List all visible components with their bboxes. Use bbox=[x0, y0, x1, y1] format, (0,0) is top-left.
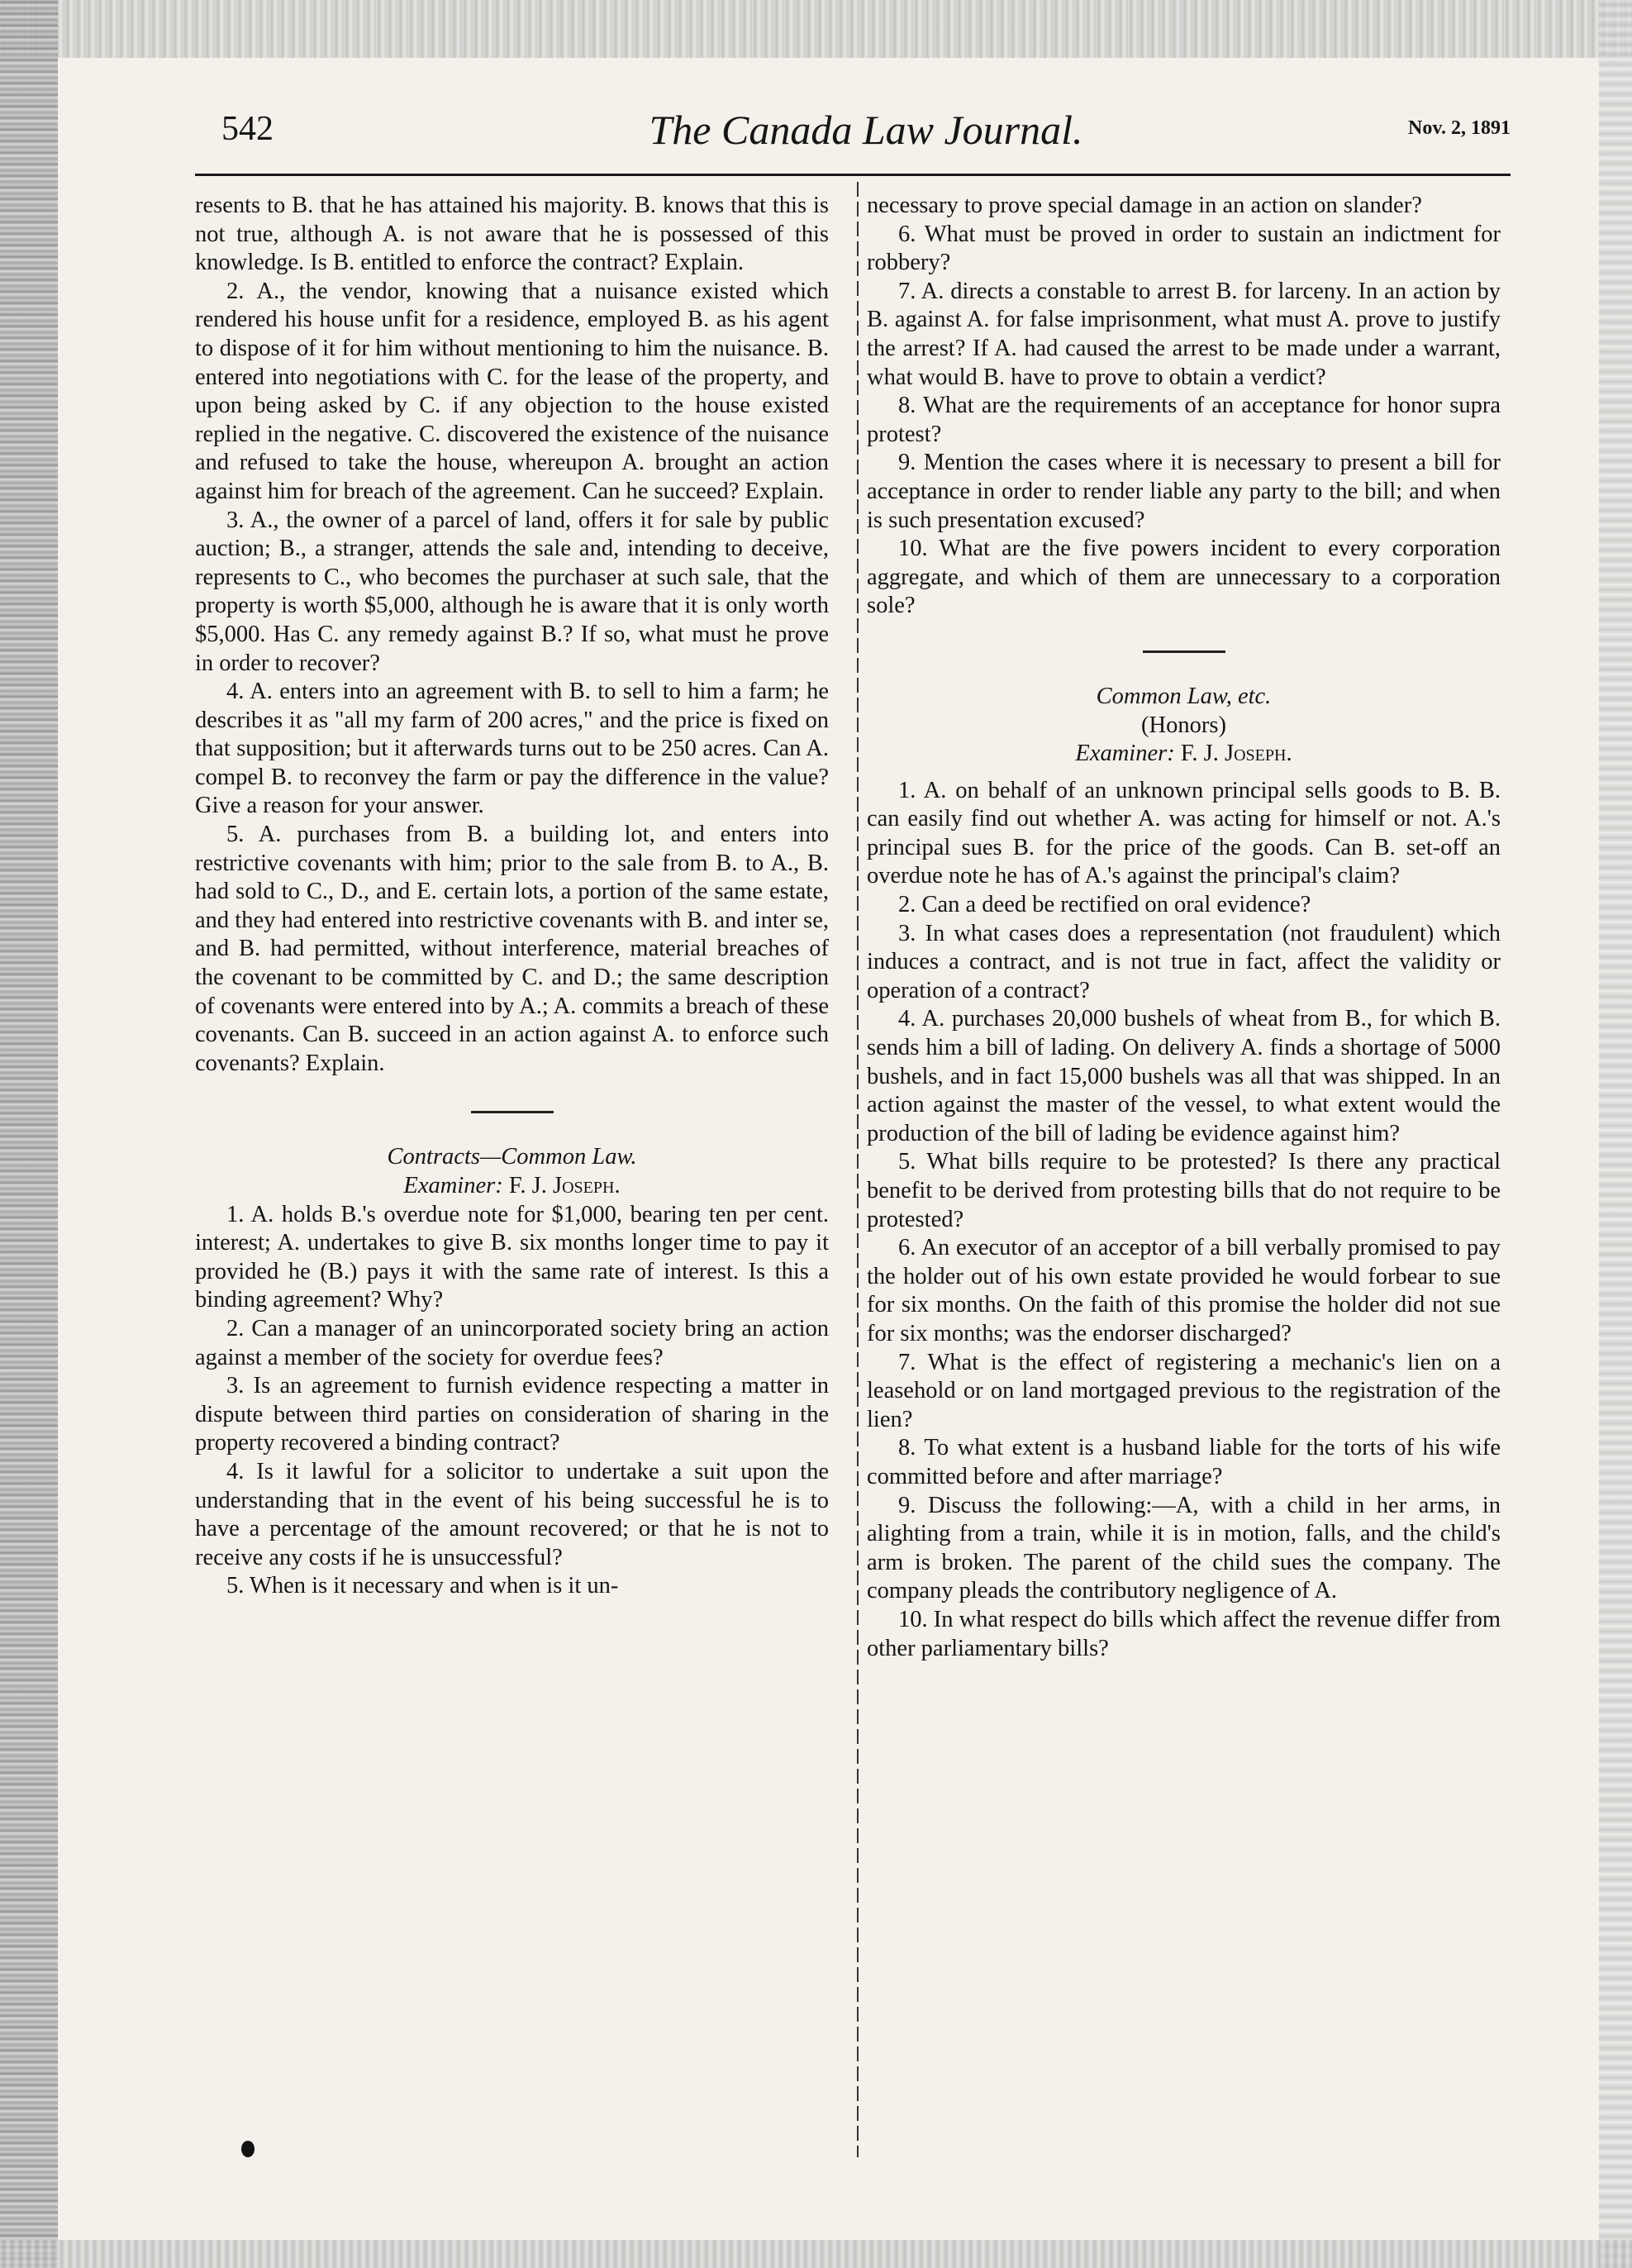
page-number: 542 bbox=[221, 110, 274, 148]
examiner-name: F. J. Joseph. bbox=[508, 1173, 621, 1198]
question-paragraph: 4. A. purchases 20,000 bushels of wheat from B., for which B. sends him a bill of lading. On delivery A. finds a shortage of 5000 bushels, and in fact 15,000 bushels was all that was shipped. In an action against the master of the vessel, to what extent would the production of the bill of lading be evidence against him? bbox=[867, 1006, 1501, 1146]
question-paragraph: 10. In what respect do bills which affect the revenue differ from other parliamentary bills? bbox=[867, 1606, 1501, 1661]
scan-edge-bottom bbox=[0, 2240, 1632, 2268]
examiner-name: F. J. Joseph. bbox=[1180, 741, 1292, 767]
question-paragraph: 8. To what extent is a husband liable for the torts of his wife committed before and after marriage? bbox=[867, 1435, 1501, 1489]
question-paragraph: 5. A. purchases from B. a building lot, and enters into restrictive covenants with him; prior to the sale from B. to A., B. had sold to C., D., and E. certain lots, a portion of the same estate, and they had entered into restrictive covenants with B. and inter se, and B. had permitted, without interference, material breaches of the covenant to be committed by C. and D.; the same description of covenants were entered into by A.; A. commits a breach of these covenants. Can B. succeed in an action against A. to enforce such covenants? Explain. bbox=[195, 822, 829, 1076]
continued-question-text: resents to B. that he has attained his majority. B. knows that this is not true, although A. is not aware that he is possessed of this knowledge. Is B. entitled to enforce the contract? Explain. bbox=[195, 193, 829, 276]
scan-edge-top bbox=[0, 0, 1632, 58]
question-paragraph: 6. What must be proved in order to sustain an indictment for robbery? bbox=[867, 221, 1501, 276]
question-paragraph: 3. A., the owner of a parcel of land, offers it for sale by public auction; B., a stranger, attends the sale and, intending to deceive, represents to C., who becomes the purchaser at such sale, that the property is worth $5,000, although he is aware that it is only worth $5,000. Has C. any remedy against B.? If so, what must he prove in order to recover? bbox=[195, 507, 829, 676]
right-column bbox=[867, 192, 1501, 1663]
question-paragraph: 9. Discuss the following:—A, with a child in her arms, in alighting from a train, while it is in motion, falls, and the child's arm is broken. The parent of the child sues the company. The company pleads the contributory negligence of A. bbox=[867, 1492, 1501, 1604]
journal-title: The Canada Law Journal. bbox=[649, 107, 1083, 153]
continued-question-text: necessary to prove special damage in an action on slander? bbox=[867, 193, 1422, 218]
question-paragraph: 7. A. directs a constable to arrest B. for larceny. In an action by B. against A. for false imprisonment, what must A. prove to justify the arrest? If A. had caused the arrest to be made under a warrant, what would B. have to prove to obtain a verdict? bbox=[867, 278, 1501, 390]
examiner-line bbox=[195, 1172, 829, 1201]
section-heading: Contracts—Common Law. bbox=[387, 1144, 637, 1170]
page-header bbox=[221, 106, 1511, 164]
column-divider bbox=[857, 182, 859, 2157]
question-paragraph: 6. An executor of an acceptor of a bill verbally promised to pay the holder out of his own estate provided he would forbear to sue for six months. On the faith of this promise the holder did not sue for six months; was the endorser discharged? bbox=[867, 1235, 1501, 1346]
question-paragraph: 5. When is it necessary and when is it un- bbox=[226, 1573, 619, 1599]
header-rule bbox=[195, 174, 1511, 176]
question-paragraph: 5. What bills require to be protested? Is there any practical benefit to be derived from protesting bills that do not require to be protested? bbox=[867, 1149, 1501, 1232]
question-paragraph: 2. A., the vendor, knowing that a nuisance existed which rendered his house unfit for a residence, employed B. as his agent to dispose of it for him without mentioning to him the nuisance. B. entered into negotiations with C. for the lease of the property, and upon being asked by C. if any objection to the house existed replied in the negative. C. discovered the existence of the nuisance and refused to take the house, whereupon A. brought an action against him for breach of the agreement. Can he succeed? Explain. bbox=[195, 278, 829, 504]
ink-blot-mark bbox=[241, 2141, 255, 2157]
section-subheading: (Honors) bbox=[1141, 712, 1226, 738]
question-paragraph: 2. Can a deed be rectified on oral evidence? bbox=[898, 892, 1311, 918]
scan-edge-left bbox=[0, 0, 58, 2268]
question-paragraph: 1. A. holds B.'s overdue note for $1,000, bearing ten per cent. interest; A. undertakes to give B. six months longer time to pay it provided he (B.) pays it with the same rate of interest. Is this a binding agreement? Why? bbox=[195, 1201, 829, 1313]
examiner-label: Examiner: bbox=[403, 1173, 503, 1198]
question-paragraph: 9. Mention the cases where it is necessary to present a bill for acceptance in order to render liable any party to the bill; and when is such presentation excused? bbox=[867, 450, 1501, 533]
question-paragraph: 4. A. enters into an agreement with B. to sell to him a farm; he describes it as "all my farm of 200 acres," and the price is fixed on that supposition; but it afterwards turns out to be 250 acres. Can A. compel B. to reconvey the farm or pay the difference in the value? Give a reason for your answer. bbox=[195, 679, 829, 819]
question-paragraph: 7. What is the effect of registering a mechanic's lien on a leasehold or on land mortgaged previous to the registration of the lien? bbox=[867, 1349, 1501, 1432]
question-paragraph: 4. Is it lawful for a solicitor to undertake a suit upon the understanding that in the event of his being successful he is to have a percentage of the amount recovered; or that he is not to receive any costs if he is unsuccessful? bbox=[195, 1458, 829, 1570]
examiner-line bbox=[867, 740, 1501, 769]
question-paragraph: 3. In what cases does a representation (not fraudulent) which induces a contract, and is not true in fact, affect the validity or operation of a contract? bbox=[867, 920, 1501, 1003]
scan-edge-right bbox=[1599, 0, 1632, 2268]
section-heading: Common Law, etc. bbox=[1096, 683, 1272, 709]
question-paragraph: 10. What are the five powers incident to every corporation aggregate, and which of them are unnecessary to a corporation sole? bbox=[867, 536, 1501, 619]
question-paragraph: 1. A. on behalf of an unknown principal sells goods to B. B. can easily find out whether A. was acting for himself or not. A.'s principal sues B. for the price of the goods. Can B. set-off an overdue note he has of A.'s against the principal's claim? bbox=[867, 777, 1501, 889]
question-paragraph: 3. Is an agreement to furnish evidence respecting a matter in dispute between third parties on consideration of sharing in the property recovered a binding contract? bbox=[195, 1373, 829, 1456]
issue-date: Nov. 2, 1891 bbox=[1407, 117, 1511, 139]
question-paragraph: 8. What are the requirements of an acceptance for honor supra protest? bbox=[867, 393, 1501, 447]
left-column bbox=[195, 192, 829, 1601]
examiner-label: Examiner: bbox=[1075, 741, 1175, 767]
question-paragraph: 2. Can a manager of an unincorporated society bring an action against a member of the society for overdue fees? bbox=[195, 1315, 829, 1370]
